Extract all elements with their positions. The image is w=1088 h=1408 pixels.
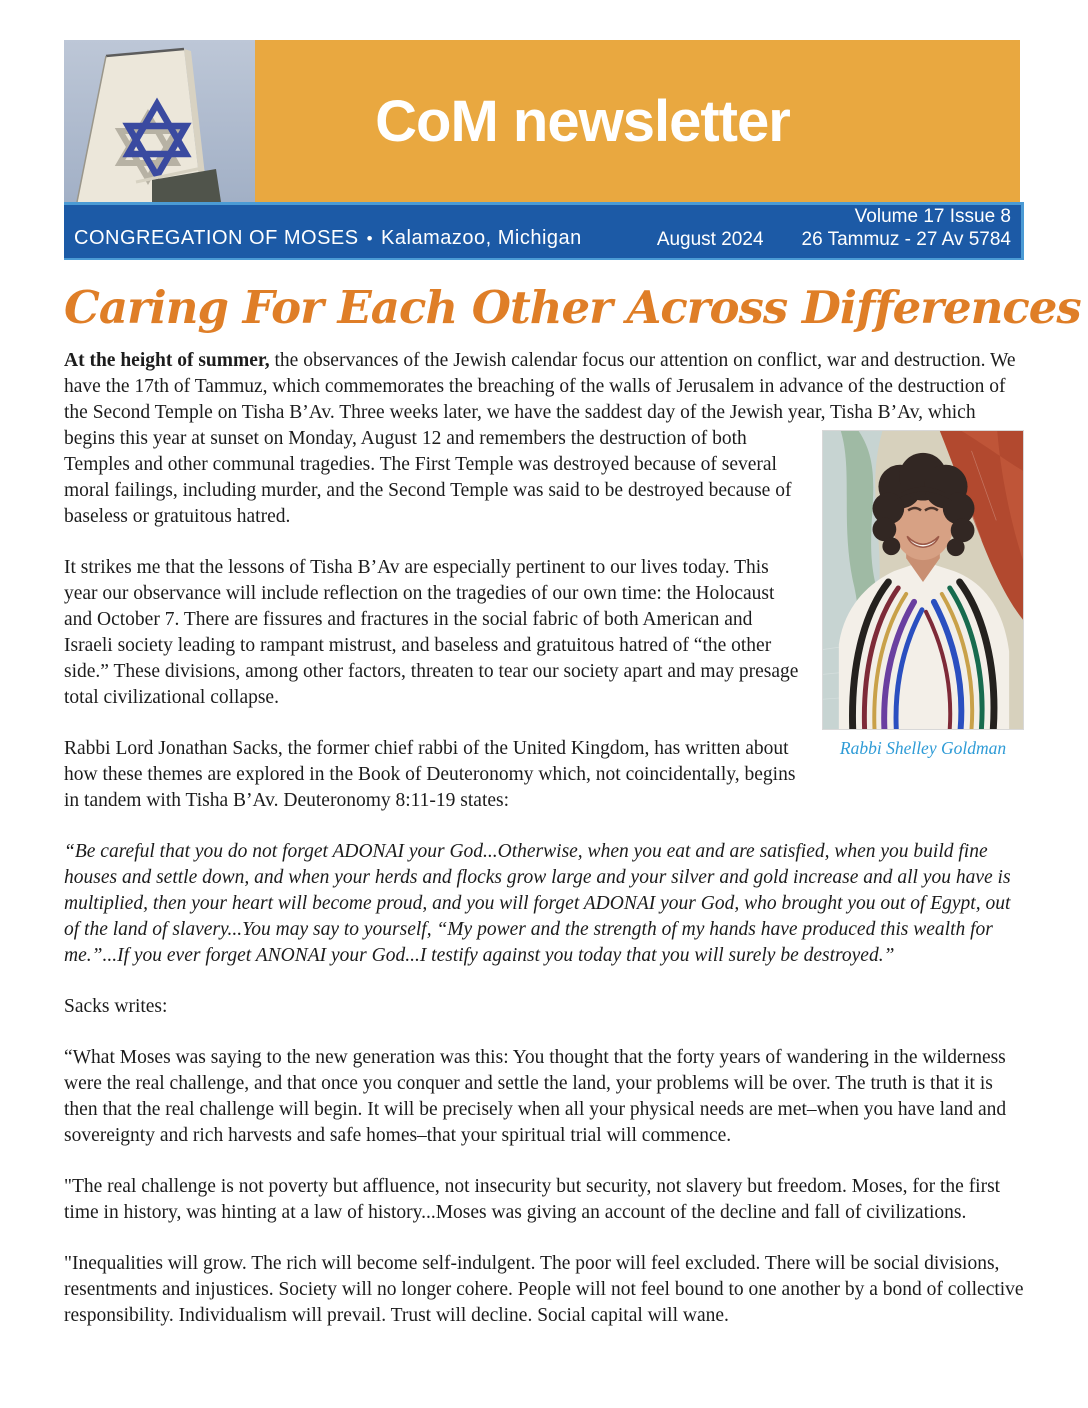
paragraph-tisha-bav: It strikes me that the lessons of Tisha B’Av are especially pertinent to our lives today. This year our observance will include reflection on the tragedies of our own time: the Holocaust and October 7. There are fissures and fractures in the social fabric of both American and Israeli society leading to rampant mistrust, and baseless and gratuitous hatred of “the other side.” These divisions, among other factors, threaten to tear our society apart and may presage total civilizational collapse. (64, 557, 799, 708)
banner (255, 40, 1020, 202)
info-bar (64, 202, 1024, 260)
masthead (64, 40, 1024, 202)
synagogue-sign-photo (64, 40, 255, 202)
paragraph-sacks-intro: Rabbi Lord Jonathan Sacks, the former chief rabbi of the United Kingdom, has written about how these themes are explored in the Book of Deuteronomy which, not coincidentally, begins in tandem with Tisha B’Av. Deuteronomy 8:11-19 states: (64, 738, 796, 811)
intro-text-after-photo: both Temples and other communal tragedies. The First Temple was destroyed because of several moral failings, including murder, and the Second Temple was said to be destroyed because of baseless or gratuitous hatred. (64, 428, 792, 527)
location: Kalamazoo, Michigan (381, 227, 582, 249)
lead-in: At the height of summer, (64, 350, 270, 371)
scripture-quote: “Be careful that you do not forget ADONAI your God...Otherwise, when you eat and are satisfied, when you build fine houses and settle down, and when your herds and flocks grow large and your silver and gold increase and all you have is multiplied, then your heart will become proud, and you will forget ADONAI your God, who brought you out of Egypt, out of the land of slavery...You may say to yourself, “My power and the strength of my hands have produced this wealth for me.”...If you ever forget ANONAI your God...I testify against you today that you will surely be destroyed.” (64, 841, 1011, 966)
sacks-quote-2: "The real challenge is not poverty but affluence, not insecurity but security, not slavery but freedom. Moses, for the first time in history, was hinting at a law of history...Moses was giving an account of the decline and fall of civilizations. (64, 1176, 1001, 1223)
rabbi-portrait-photo (822, 430, 1024, 730)
rabbi-photo-figure (822, 430, 1024, 761)
bullet-separator: • (366, 229, 374, 248)
photo-caption: Rabbi Shelley Goldman (839, 738, 1007, 758)
newsletter-title: CoM newsletter (375, 88, 790, 154)
volume-issue: Volume 17 Issue 8 (854, 206, 1011, 227)
issue-block (657, 205, 1011, 251)
hebrew-dates: 26 Tammuz - 27 Av 5784 (801, 229, 1011, 250)
intro-text-before-photo: the observances of the Jewish calendar focus our attention on conflict, war and destruction. We have the 17th of Tammuz, which commemorates the breaching of the walls of Jerusalem in advance of the destruction of the Second Temple on Tisha B’Av. Three weeks later, we have the saddest day of the Jewish year, Tisha B’Av, which begins this year at sunset on Monday, August 12 and remembers the destruction of (64, 350, 1016, 449)
sacks-quote-1: “What Moses was saying to the new generation was this: You thought that the forty years of wandering in the wilderness were the real challenge, and that once you conquer and settle the land, your problems will be over. The truth is that it is then that the real challenge will begin. It will be precisely when all your physical needs are met–when you have land and sovereignty and rich harvests and safe homes–that your spiritual trial will commence. (64, 1047, 1007, 1146)
article-headline: Caring For Each Other Across Differences (64, 281, 1081, 334)
issue-date: August 2024 (656, 229, 764, 250)
organization-line (74, 227, 582, 251)
article-body (64, 348, 1024, 1329)
sacks-quote-3: "Inequalities will grow. The rich will become self-indulgent. The poor will feel excluded. There will be social divisions, resentments and injustices. Society will no longer cohere. People will not feel bound to one another by a bond of collective responsibility. Individualism will prevail. Trust will decline. Social capital will wane. (64, 1253, 1024, 1326)
sacks-writes-lead: Sacks writes: (64, 996, 168, 1017)
organization-name: CONGREGATION OF MOSES (74, 227, 359, 249)
